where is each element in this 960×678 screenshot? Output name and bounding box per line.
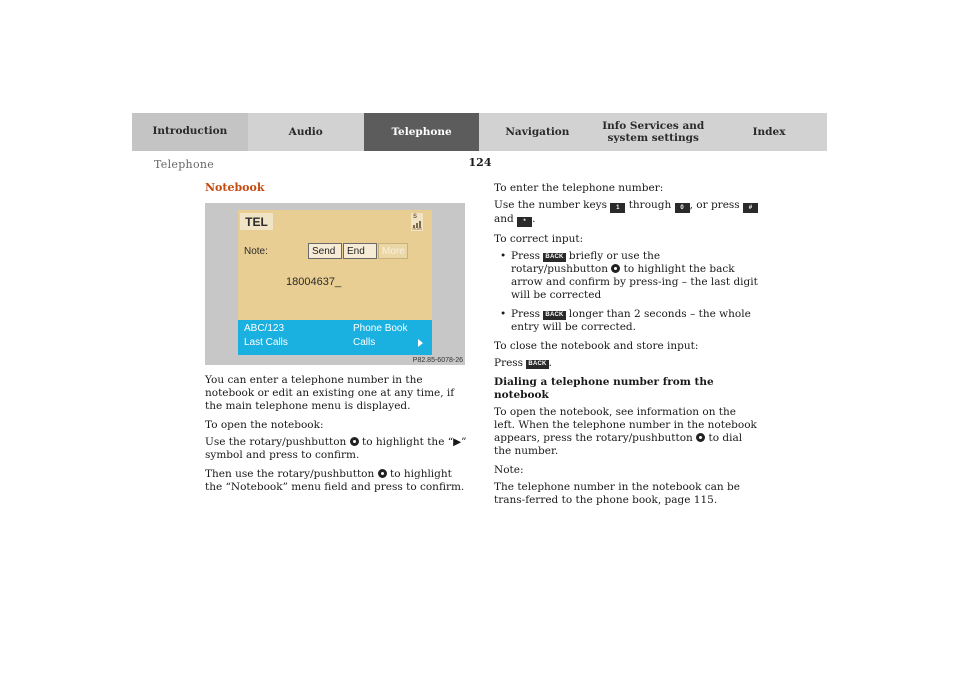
device-screenshot — [205, 203, 465, 365]
back-key-icon: BACK — [528, 361, 547, 367]
bullet-item: • Press BACK longer than 2 seconds – the whole entry will be corrected. — [500, 308, 751, 333]
note-label: Note: — [244, 246, 268, 257]
enter-number-heading: To enter the telephone number: — [494, 182, 664, 194]
bullet-item: • Press BACK briefly or use the rotary/pushbutton to highlight the back arrow and confirm by press-ing – the last digit will be corrected — [500, 250, 758, 301]
signal-strength-icon: S ROM — [412, 214, 422, 231]
note-label: Note: — [494, 464, 524, 476]
tab-introduction[interactable]: Introduction — [132, 113, 248, 151]
menu-abc: ABC/123 — [244, 323, 285, 334]
rotary-pushbutton-icon — [611, 264, 620, 273]
close-notebook-step: Press BACK . — [494, 357, 552, 369]
number-keys-step: Use the number keys 1 through 0 , or press # and * . — [494, 199, 760, 227]
tab-telephone[interactable]: Telephone — [364, 113, 480, 151]
number-key-icon: 0 — [675, 203, 690, 213]
back-key-icon: BACK — [545, 312, 564, 318]
more-button: More — [378, 243, 408, 259]
intro-paragraph: You can enter a telephone number in the notebook or edit an existing one at any time, if the main telephone menu is displayed. — [205, 374, 455, 412]
menu-phone-book: Phone Book — [353, 323, 408, 334]
step-highlight-notebook: Then use the rotary/pushbutton to highlight the “Notebook” menu field and press to confirm. — [205, 468, 465, 493]
left-column — [205, 374, 467, 500]
right-column — [494, 182, 760, 513]
back-key-icon: BACK — [545, 254, 564, 260]
close-notebook-heading: To close the notebook and store input: — [494, 340, 699, 352]
right-arrow-icon — [418, 339, 423, 347]
figure-caption: P82.85-6078-26 — [412, 357, 463, 364]
entered-number: 18004637_ — [286, 276, 342, 288]
tab-info-services[interactable]: Info Services and system settings — [595, 113, 711, 151]
send-button: Send — [308, 243, 342, 259]
dialing-heading: Dialing a telephone number from the notebook — [494, 376, 714, 401]
subheading: Notebook — [205, 181, 265, 194]
rotary-pushbutton-icon — [350, 437, 359, 446]
tab-navigation[interactable]: Navigation — [479, 113, 595, 151]
number-key-icon: 1 — [610, 203, 625, 213]
correct-input-heading: To correct input: — [494, 233, 584, 245]
dialing-paragraph: To open the notebook, see information on the left. When the telephone number in the notebook appears, press the rotary/pushbutton to dial the number. — [494, 406, 757, 457]
menu-calls: Calls — [353, 337, 376, 348]
tab-index[interactable]: Index — [711, 113, 827, 151]
chapter-tabs — [132, 113, 827, 151]
hash-key-icon: # — [743, 203, 758, 213]
rotary-pushbutton-icon — [696, 433, 705, 442]
rotary-pushbutton-icon — [378, 469, 387, 478]
end-button: End — [343, 243, 377, 259]
tab-audio[interactable]: Audio — [248, 113, 364, 151]
page-number: 124 — [468, 156, 492, 169]
open-notebook-heading: To open the notebook: — [205, 419, 324, 431]
step-highlight-arrow: Use the rotary/pushbutton to highlight the “▶” symbol and press to confirm. — [205, 436, 467, 461]
menu-last-calls: Last Calls — [244, 337, 288, 348]
screen-title: TEL — [240, 213, 273, 230]
section-title: Telephone — [154, 158, 215, 171]
star-key-icon: * — [517, 217, 532, 227]
note-paragraph: The telephone number in the notebook can be trans-ferred to the phone book, page 115. — [494, 481, 740, 506]
